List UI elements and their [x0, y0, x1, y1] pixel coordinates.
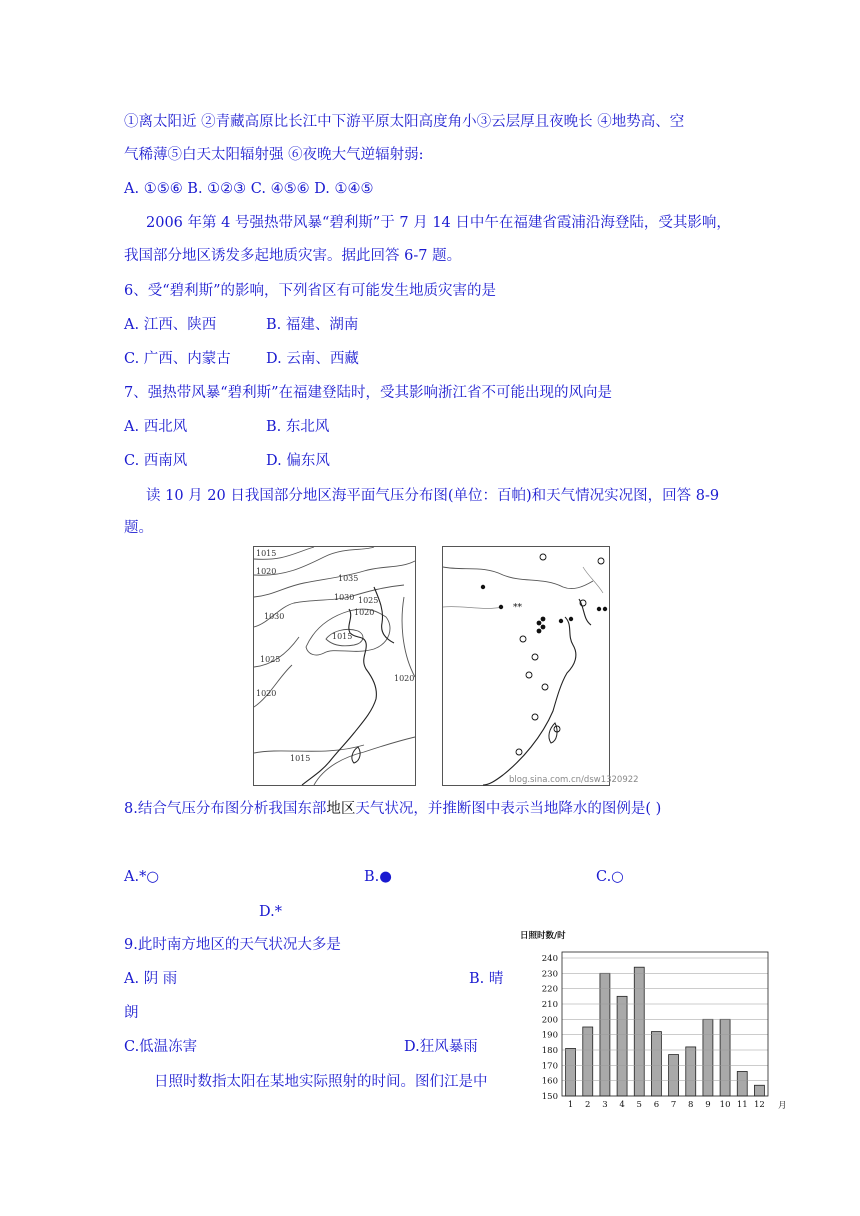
- q6-option-d: D. 云南、西藏: [266, 351, 359, 367]
- pressure-map: [253, 546, 416, 786]
- question-7: 7、强热带风暴“碧利斯”在福建登陆时，受其影响浙江省不可能出现的风向是: [124, 385, 613, 401]
- q6-option-c: C. 广西、内蒙古: [124, 351, 231, 367]
- isobar-label: 1035: [338, 574, 359, 583]
- bar: [720, 1019, 730, 1096]
- y-tick-label: 210: [541, 1000, 558, 1010]
- q8-text-post: 天气状况，并推断图中表示当地降水的图例是( ): [355, 801, 662, 817]
- bar: [754, 1085, 764, 1096]
- x-tick-label: 6: [653, 1100, 660, 1110]
- passage-8-9-line-2: 题。: [124, 520, 153, 536]
- y-tick-label: 240: [541, 954, 558, 964]
- precip-dot: [541, 625, 546, 630]
- x-tick-label: 11: [736, 1100, 748, 1110]
- isobar-label: 1015: [256, 549, 277, 558]
- q8-text-pre: 8.结合气压分布图分析我国东部: [124, 801, 327, 817]
- q8-option-a: A.*○: [124, 869, 159, 885]
- sunshine-bar-chart: [516, 928, 792, 1114]
- x-tick-label: 5: [636, 1100, 642, 1110]
- chart-xlabel: 月: [778, 1101, 787, 1111]
- q6-option-a: A. 江西、陕西: [124, 317, 217, 333]
- bar: [669, 1055, 679, 1096]
- question-9: 9.此时南方地区的天气状况大多是: [124, 937, 341, 953]
- q9-option-a: A. 阴 雨: [124, 971, 178, 987]
- x-tick-label: 3: [602, 1100, 608, 1110]
- q9-option-b-cont: 朗: [124, 1005, 139, 1021]
- x-tick-label: 10: [719, 1100, 731, 1110]
- isobar-label: 1030: [264, 612, 285, 621]
- station-dot: [559, 619, 563, 623]
- bar: [583, 1027, 593, 1096]
- chart-ylabel: 日照时数/时: [520, 931, 566, 941]
- question-6: 6、受“碧利斯”的影响，下列省区有可能发生地质灾害的是: [124, 283, 497, 299]
- isobar-label: 1020: [256, 689, 277, 698]
- y-tick-label: 160: [541, 1076, 558, 1087]
- station-dot: [569, 617, 573, 621]
- passage-8-9-line-1: 读 10 月 20 日我国部分地区海平面气压分布图(单位：百帕)和天气情况实况图，回答 8-9: [146, 488, 720, 504]
- q8-text-mid: 地区: [326, 801, 356, 817]
- x-tick-label: 7: [670, 1100, 677, 1110]
- text-line-1: ①离太阳近 ②青藏高原比长江中下游平原太阳高度角小③云层厚且夜晚长 ④地势高、空: [124, 114, 685, 130]
- bar: [703, 1019, 713, 1096]
- y-tick-label: 190: [541, 1030, 558, 1041]
- x-tick-label: 1: [567, 1100, 574, 1110]
- bar: [566, 1048, 576, 1096]
- q8-option-d: D.*: [259, 904, 282, 920]
- q7-option-b: B. 东北风: [266, 419, 330, 435]
- station-dot: [603, 607, 607, 611]
- x-tick-label: 8: [688, 1100, 694, 1110]
- q9-option-b: B. 晴: [469, 971, 504, 987]
- y-tick-label: 220: [541, 984, 558, 995]
- station-dot: [481, 585, 485, 589]
- bar: [686, 1047, 696, 1096]
- x-tick-label: 2: [585, 1100, 591, 1110]
- precip-dot: [537, 621, 542, 626]
- text-line-2: 气稀薄⑤白天太阳辐射强 ⑥夜晚大气逆辐射弱:: [124, 147, 424, 163]
- x-tick-label: 4: [619, 1100, 625, 1110]
- q7-option-a: A. 西北风: [124, 419, 188, 435]
- isobar-label: 1025: [358, 596, 379, 605]
- watermark: blog.sina.com.cn/dsw1320922: [509, 775, 639, 785]
- isobar-label: 1015: [290, 754, 311, 763]
- q7-option-c: C. 西南风: [124, 453, 188, 469]
- y-tick-label: 230: [541, 969, 558, 980]
- bar: [617, 996, 627, 1096]
- y-tick-label: 150: [541, 1092, 558, 1102]
- passage-6-7-line-1: 2006 年第 4 号强热带风暴“碧利斯”于 7 月 14 日中午在福建省霞浦沿海登陆，受其影响，: [146, 215, 731, 231]
- snow-symbol: **: [513, 603, 522, 613]
- x-tick-label: 12: [754, 1100, 765, 1110]
- q8-option-b: B.●: [364, 869, 392, 885]
- passage-6-7-line-2: 我国部分地区诱发多起地质灾害。据此回答 6-7 题。: [124, 248, 462, 264]
- passage-10: 日照时数指太阳在某地实际照射的时间。图们江是中: [154, 1074, 488, 1090]
- bar: [737, 1071, 747, 1096]
- q9-option-c: C.低温冻害: [124, 1039, 198, 1055]
- q9-option-d: D.狂风暴雨: [404, 1039, 478, 1055]
- options-q5: A. ①⑤⑥ B. ①②③ C. ④⑤⑥ D. ①④⑤: [124, 181, 374, 197]
- isobar-label: 1030: [334, 593, 355, 602]
- isobar-label: 1015: [332, 632, 353, 641]
- q8-option-c: C.○: [596, 869, 624, 885]
- q7-option-d: D. 偏东风: [266, 453, 330, 469]
- y-tick-label: 170: [541, 1061, 558, 1072]
- precip-dot: [541, 617, 546, 622]
- y-tick-label: 200: [541, 1015, 558, 1026]
- isobar-label: 1025: [260, 655, 281, 664]
- station-dot: [597, 607, 601, 611]
- x-tick-label: 9: [705, 1100, 711, 1110]
- bar: [651, 1032, 661, 1096]
- q6-option-b: B. 福建、湖南: [266, 317, 359, 333]
- isobar-label: 1020: [256, 567, 277, 576]
- weather-map: [442, 546, 639, 786]
- question-8: [124, 800, 661, 818]
- y-tick-label: 180: [541, 1046, 558, 1056]
- precip-dot: [537, 629, 542, 634]
- bar: [634, 967, 644, 1096]
- isobar-label: 1020: [354, 608, 375, 617]
- station-dot: [499, 605, 503, 609]
- isobar-label: 1020: [394, 674, 415, 683]
